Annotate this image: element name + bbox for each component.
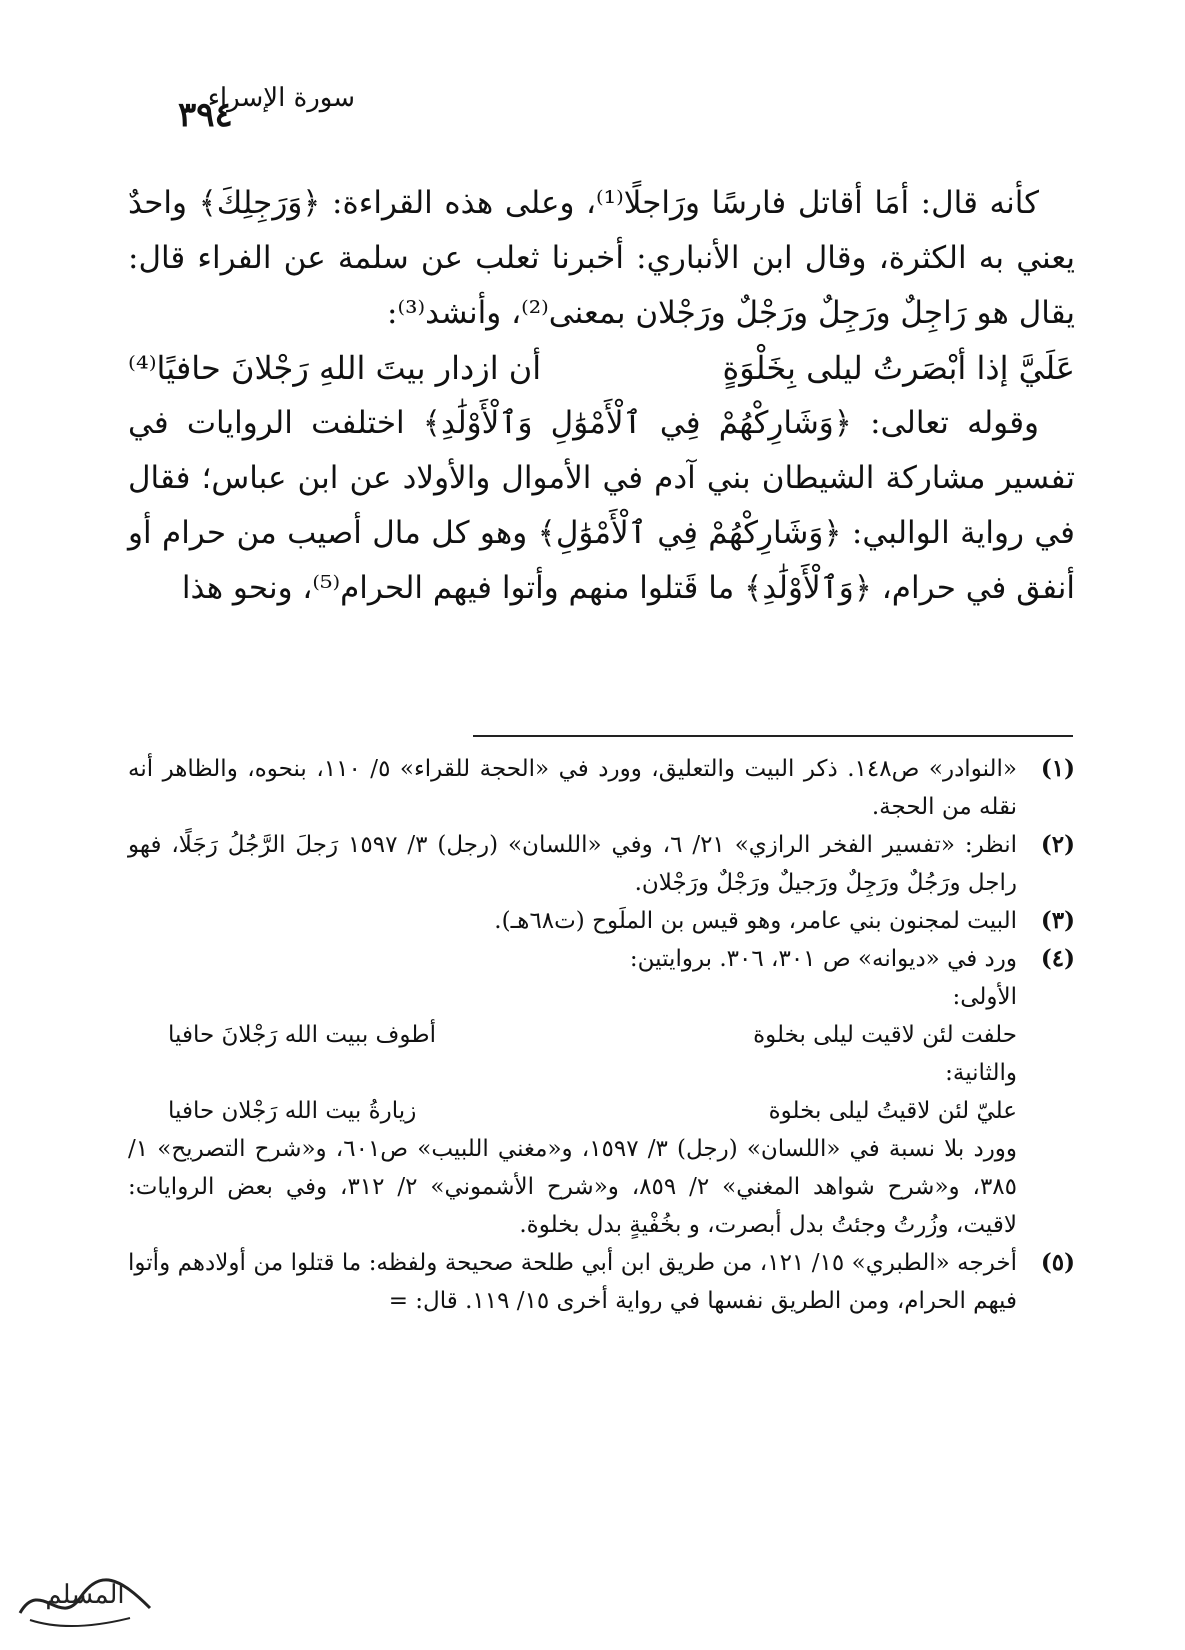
footnote-intro: ورد في «ديوانه» ص ٣٠١، ٣٠٦. بروايتين: [629,946,1017,972]
footnotes-section [128,750,1075,1320]
verse-second-hemistich: أن ازدار بيتَ اللهِ رَجْلانَ حافيًا⁽⁴⁾ [128,349,542,387]
publisher-calligraphy-logo [10,1558,160,1636]
footnote-label-second: والثانية: [945,1060,1017,1086]
poetry-verse [128,341,1075,396]
footnote-label-first: الأولى: [952,984,1017,1010]
footnote-text: انظر: «تفسير الفخر الرازي» ٢١/ ٦، وفي «اللسان» (رجل) ٣/ ١٥٩٧ رَجلَ الرَّجُلُ رَجَلًا، فهو راجل ورَجُلٌ ورَجِلٌ ورَجيلٌ ورَجْلٌ ورَجْلان. [128,832,1017,896]
footnote-text: «النوادر» ص١٤٨. ذكر البيت والتعليق، وورد في «الحجة للقراء» ٥/ ١١٠، بنحوه، والظاهر أنه نقله من الحجة. [128,756,1017,820]
footnote-number: (٢) [1040,831,1075,858]
footnote-verse-1-right: حلفت لئن لاقيت ليلى بخلوة [753,1022,1017,1048]
footnote-5 [128,1244,1075,1320]
verse-first-hemistich: عَلَيَّ إذا أبْصَرتُ ليلى بِخَلْوَةٍ [722,349,1075,387]
footnote-verse-2-left: زيارةُ بيت الله رَجْلان حافيا [168,1098,417,1124]
footnote-number: (٣) [1040,907,1075,934]
footnote-number: (٤) [1040,945,1075,972]
footnote-2 [128,826,1075,902]
page-number: ٣٩٤ [178,95,233,135]
footnote-verse-2 [128,1092,1017,1130]
footnote-verse-2-right: عليّ لئن لاقيتُ ليلى بخلوة [768,1098,1017,1124]
footnote-text: وورد بلا نسبة في «اللسان» (رجل) ٣/ ١٥٩٧، و«مغني اللبيب» ص٦٠١، و«شرح التصريح» ١/ ٣٨٥، و«شرح شواهد المغني» ٢/ ٨٥٩، و«شرح الأشموني» ٢/ ٣١٢، وفي بعض الروايات: لاقيت، وزُرتُ وجئتُ بدل أبصرت، و بخُفْيةٍ بدل بخلوة. [128,1136,1018,1238]
running-header-surah-title: سورة الإسراء [207,83,355,113]
main-paragraph-1: كأنه قال: أمَا أقاتل فارسًا ورَاجلًا⁽¹⁾، وعلى هذه القراءة: ﴿وَرَجِلِكَ﴾ واحدٌ يعني به الكثرة، وقال ابن الأنباري: أخبرنا ثعلب عن سلمة عن الفراء قال: يقال هو رَاجِلٌ ورَجِلٌ ورَجْلٌ ورَجْلان بمعنى⁽²⁾، وأنشد⁽³⁾: [128,185,1075,331]
footnote-verse-1-left: أطوف ببيت الله رَجْلانَ حافيا [168,1022,436,1048]
footnote-number: (٥) [1040,1249,1075,1276]
footnote-4 [128,940,1075,1244]
footnote-number: (١) [1040,755,1075,782]
logo-text: المسلم [45,1580,125,1610]
footnote-text: البيت لمجنون بني عامر، وهو قيس بن الملَوح (ت٦٨هـ). [494,908,1017,934]
main-paragraph-2: وقوله تعالى: ﴿وَشَارِكْهُمْ فِي ٱلْأَمْوَٰلِ وَٱلْأَوْلَٰدِ﴾ اختلفت الروايات في تفسير مشاركة الشيطان بني آدم في الأموال والأولاد عن ابن عباس؛ فقال في رواية الوالبي: ﴿وَشَارِكْهُمْ فِي ٱلْأَمْوَٰلِ﴾ وهو كل مال أصيب من حرام أو أنفق في حرام، ﴿وَٱلْأَوْلَٰدِ﴾ ما قَتلوا منهم وأتوا فيهم الحرام⁽⁵⁾، ونحو هذا [128,405,1075,606]
main-text-body [128,176,1075,616]
footnote-verse-1 [128,1016,1017,1054]
footnote-3 [128,902,1075,940]
footnote-text: أخرجه «الطبري» ١٥/ ١٢١، من طريق ابن أبي طلحة صحيحة ولفظه: ما قتلوا من أولادهم وأتوا فيهم الحرام، ومن الطريق نفسها في رواية أخرى ١٥/ ١١٩. قال: = [128,1250,1017,1314]
footnote-1 [128,750,1075,826]
footnote-divider [473,735,1073,737]
